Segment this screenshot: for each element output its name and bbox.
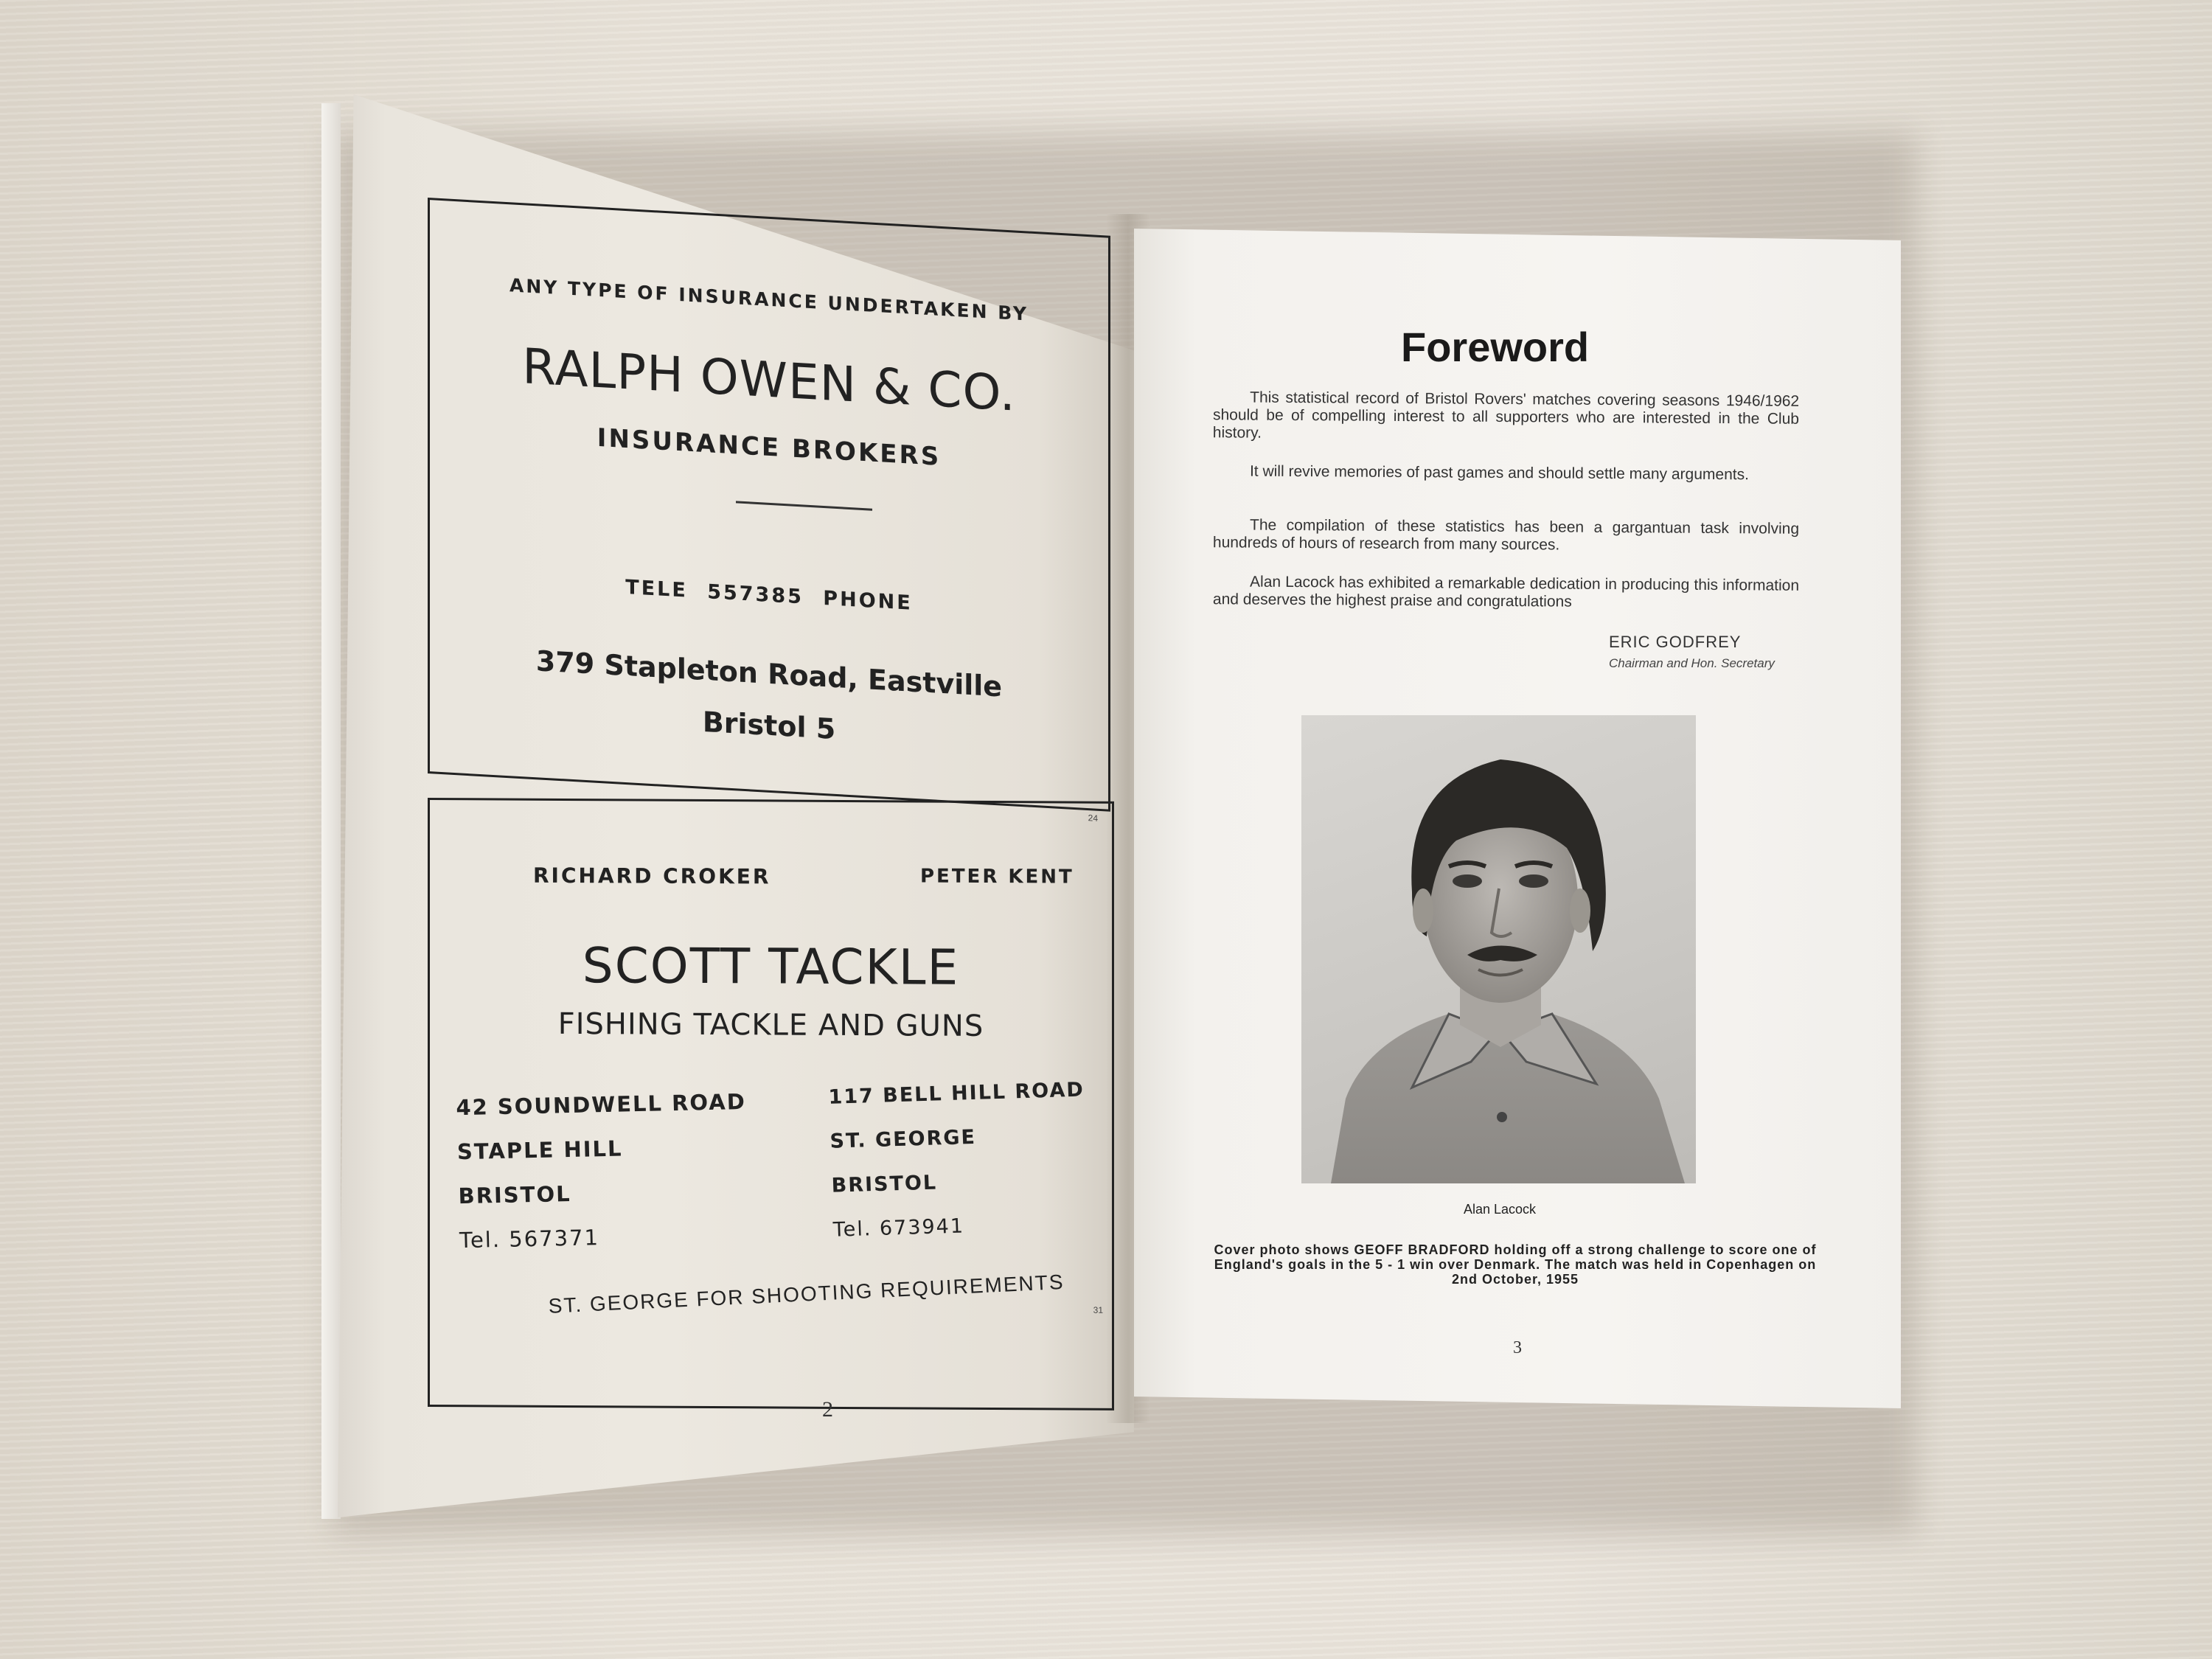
ad-phone-line: TELE 557385 PHONE [625,575,913,615]
ad-subtitle: INSURANCE BROKERS [597,422,942,472]
scott-tackle-advert [428,798,1114,1411]
ad-company-name: RALPH OWEN & CO. [522,338,1016,422]
portrait-drawing [1301,715,1696,1183]
ad-corner-number: 31 [1093,1304,1103,1315]
ad-name-left: RICHARD CROKER [533,863,771,889]
right-address-phone: Tel. 673941 [832,1214,965,1242]
left-address-phone: Tel. 567371 [459,1225,600,1253]
foreword-paragraph: This statistical record of Bristol Rovers' matches covering seasons 1946/1962 should be of compelling interest to all supporters who are interested in the Club history. [1212,389,1800,442]
ad-address-line2: Bristol 5 [702,705,836,745]
signature-title: Chairman and Hon. Secretary [1609,656,1775,670]
page-title: Foreword [1401,324,1590,370]
page-number-left: 2 [822,1397,833,1422]
ad-subtitle: FISHING TACKLE AND GUNS [557,1006,984,1043]
ad-divider [736,501,872,510]
ad-name-right: PETER KENT [920,865,1074,888]
right-address-line: ST. GEORGE [830,1125,977,1153]
foreword-paragraph: The compilation of these statistics has been a gargantuan task involving hundreds of hours of research from many sources. [1212,516,1800,554]
ad-company-name: SCOTT TACKLE [582,937,960,996]
left-address-line: BRISTOL [458,1180,572,1209]
foreword-paragraph: Alan Lacock has exhibited a remarkable dedication in producing this information and deserves the highest praise and congratulations [1212,573,1800,611]
signature-name: ERIC GODFREY [1609,633,1742,651]
ad-footer: ST. GEORGE FOR SHOOTING REQUIREMENTS [548,1270,1065,1318]
page-number-right: 3 [1513,1338,1522,1357]
right-address-line: 117 BELL HILL ROAD [828,1078,1085,1109]
foreword-paragraph: It will revive memories of past games and should settle many arguments. [1249,462,1750,484]
right-address-line: BRISTOL [831,1171,938,1197]
photo-caption: Alan Lacock [1464,1202,1537,1217]
ad-top-line: ANY TYPE OF INSURANCE UNDERTAKEN BY [509,274,1029,325]
left-address-line: STAPLE HILL [456,1135,623,1165]
ralph-owen-advert [428,198,1110,824]
ad-corner-number: 24 [1088,813,1098,824]
portrait-photo [1301,715,1696,1183]
ad-address-line1: 379 Stapleton Road, Eastville [535,644,1003,703]
left-page-edge [321,103,341,1519]
cover-photo-note: Cover photo shows GEOFF BRADFORD holding off a strong challenge to score one of England's goals in the 5 - 1 win over Denmark. The match was held in Copenhagen on 2nd October, 1955 [1214,1242,1817,1287]
ad-left-address [456,1089,751,1272]
left-address-line: 42 SOUNDWELL ROAD [456,1088,747,1121]
ad-right-address [828,1079,1091,1263]
